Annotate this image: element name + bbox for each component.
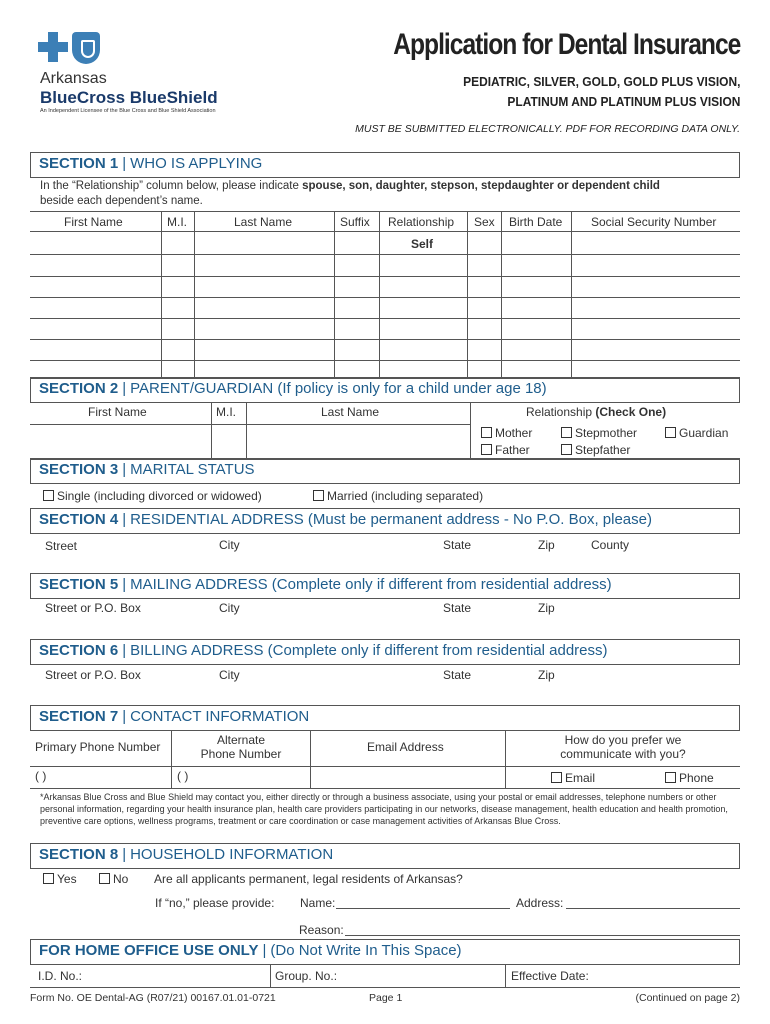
billing-zip-label: Zip xyxy=(538,668,555,682)
logo-brand: BlueCross BlueShield xyxy=(40,88,218,107)
instructions-bold: spouse, son, daughter, stepson, stepdaughter or dependent child xyxy=(302,180,660,192)
applicant-row[interactable] xyxy=(30,319,740,339)
primary-phone-field[interactable]: ( ) xyxy=(35,769,47,783)
checkbox[interactable] xyxy=(561,427,572,438)
name-field[interactable] xyxy=(336,908,510,909)
applicant-row[interactable] xyxy=(30,361,740,378)
residential-city-label: City xyxy=(219,538,240,552)
guardian-mi-label: M.I. xyxy=(216,405,236,419)
form-number: Form No. OE Dental-AG (R07/21) 00167.01.01-0721 xyxy=(30,992,276,1004)
check-one-label: (Check One) xyxy=(595,405,667,419)
col-ssn: Social Security Number xyxy=(591,215,717,229)
col-relationship: Relationship xyxy=(388,215,455,229)
address-label: Address: xyxy=(516,896,564,910)
section-number: SECTION 3 xyxy=(39,461,119,478)
option-yes[interactable] xyxy=(43,872,77,886)
continued-note: (Continued on page 2) xyxy=(635,992,740,1004)
section-title: PARENT/GUARDIAN (If policy is only for a child under age 18) xyxy=(130,380,547,397)
option-label: Father xyxy=(495,443,530,457)
section-6-header: SECTION 6 | BILLING ADDRESS (Complete only if different from residential address) xyxy=(30,639,740,665)
page-subtitle xyxy=(463,72,740,112)
company-logo xyxy=(30,32,230,122)
checkbox[interactable] xyxy=(665,427,676,438)
communication-preference-label xyxy=(506,733,740,761)
section-number: SECTION 2 xyxy=(39,380,119,397)
if-no-label: If “no,” please provide: xyxy=(155,896,275,910)
guardian-first-name-label: First Name xyxy=(88,405,147,419)
section-number: SECTION 6 xyxy=(39,642,119,659)
section-number: SECTION 1 xyxy=(39,155,119,172)
section-4-header: SECTION 4 | RESIDENTIAL ADDRESS (Must be permanent address - No P.O. Box, please) xyxy=(30,508,740,534)
applicant-row[interactable] xyxy=(30,255,740,276)
checkbox[interactable] xyxy=(481,427,492,438)
mailing-street-label: Street or P.O. Box xyxy=(45,601,141,615)
address-field[interactable] xyxy=(566,908,740,909)
blue-shield-icon xyxy=(72,32,100,64)
guardian-last-name-label: Last Name xyxy=(321,405,380,419)
col-sex: Sex xyxy=(474,215,495,229)
logo-state: Arkansas xyxy=(40,70,107,87)
residency-question: Are all applicants permanent, legal residents of Arkansas? xyxy=(154,872,463,886)
section-number: SECTION 8 xyxy=(39,846,119,863)
option-father[interactable] xyxy=(481,443,530,457)
section-number: SECTION 4 xyxy=(39,511,119,528)
guardian-mi-field[interactable] xyxy=(212,425,245,458)
prefer-line-2: communicate with you? xyxy=(560,747,686,761)
relationship-label: Relationship xyxy=(526,405,593,419)
section-number: SECTION 7 xyxy=(39,708,119,725)
effective-date-label: Effective Date: xyxy=(511,969,589,983)
billing-city-label: City xyxy=(219,668,240,682)
section-5-header: SECTION 5 | MAILING ADDRESS (Complete only if different from residential address) xyxy=(30,573,740,599)
option-label: No xyxy=(113,872,129,886)
residential-zip-label: Zip xyxy=(538,538,555,552)
logo-tagline: An Independent Licensee of the Blue Cross and Blue Shield Association xyxy=(40,108,216,114)
option-label: Mother xyxy=(495,426,533,440)
option-label: Stepmother xyxy=(575,426,638,440)
option-label: Guardian xyxy=(679,426,729,440)
subtitle-line-1: PEDIATRIC, SILVER, GOLD, GOLD PLUS VISION, xyxy=(462,74,740,89)
name-label: Name: xyxy=(300,896,336,910)
option-guardian[interactable] xyxy=(665,426,728,440)
section-title: CONTACT INFORMATION xyxy=(130,708,310,725)
checkbox[interactable] xyxy=(43,490,54,501)
checkbox[interactable] xyxy=(313,490,324,501)
col-birth-date: Birth Date xyxy=(509,215,563,229)
residential-county-label: County xyxy=(591,538,630,552)
prefer-line-1: How do you prefer we xyxy=(564,733,682,747)
page-title: Application for Dental Insurance xyxy=(392,28,740,61)
home-office-note: (Do Not Write In This Space) xyxy=(270,942,462,959)
id-no-label: I.D. No.: xyxy=(38,969,83,983)
instructions-line-2: beside each dependent’s name. xyxy=(40,195,203,207)
option-label: Single (including divorced or widowed) xyxy=(57,489,262,503)
alt-phone-line-2: Phone Number xyxy=(200,747,282,761)
mailing-city-label: City xyxy=(219,601,240,615)
guardian-last-name-field[interactable] xyxy=(247,425,469,458)
billing-address-field[interactable] xyxy=(30,684,740,704)
option-stepfather[interactable] xyxy=(561,443,630,457)
applicant-row[interactable] xyxy=(30,277,740,297)
applicant-row[interactable] xyxy=(30,340,740,360)
applicant-row[interactable] xyxy=(30,232,740,254)
primary-phone-label: Primary Phone Number xyxy=(35,740,161,754)
col-suffix: Suffix xyxy=(340,215,370,229)
section-2-header: SECTION 2 | PARENT/GUARDIAN (If policy is only for a child under age 18) xyxy=(30,377,740,403)
col-first-name: First Name xyxy=(64,215,123,229)
submission-notice: MUST BE SUBMITTED ELECTRONICALLY. PDF FOR RECORDING DATA ONLY. xyxy=(355,123,740,135)
alt-phone-field[interactable]: ( ) xyxy=(177,769,189,783)
billing-street-label: Street or P.O. Box xyxy=(45,668,141,682)
section-title: RESIDENTIAL ADDRESS (Must be permanent address - No P.O. Box, please) xyxy=(130,511,652,528)
applicant-row[interactable] xyxy=(30,298,740,318)
email-address-label: Email Address xyxy=(367,740,444,754)
mailing-state-label: State xyxy=(443,601,472,615)
option-label: Email xyxy=(565,771,596,785)
section-title: MARITAL STATUS xyxy=(130,461,255,478)
residential-state-label: State xyxy=(443,538,472,552)
checkbox[interactable] xyxy=(561,444,572,455)
section-1-header: SECTION 1 | WHO IS APPLYING xyxy=(30,152,740,178)
email-address-field[interactable] xyxy=(311,767,504,787)
section-7-header: SECTION 7 | CONTACT INFORMATION xyxy=(30,705,740,731)
option-email[interactable] xyxy=(551,771,595,785)
col-mi: M.I. xyxy=(167,215,187,229)
option-married[interactable] xyxy=(313,489,483,503)
guardian-first-name-field[interactable] xyxy=(30,425,210,458)
option-label: Stepfather xyxy=(575,443,631,457)
subtitle-line-2: PLATINUM AND PLATINUM PLUS VISION xyxy=(506,94,740,109)
guardian-relationship-label xyxy=(526,405,666,419)
section-title: HOUSEHOLD INFORMATION xyxy=(130,846,334,863)
option-no[interactable] xyxy=(99,872,128,886)
section-number: SECTION 5 xyxy=(39,576,119,593)
option-mother[interactable] xyxy=(481,426,532,440)
option-phone[interactable] xyxy=(665,771,714,785)
option-label: Married (including separated) xyxy=(327,489,484,503)
checkbox[interactable] xyxy=(481,444,492,455)
alt-phone-label xyxy=(172,733,310,761)
residential-address-field[interactable] xyxy=(30,555,740,571)
section-title: MAILING ADDRESS (Complete only if different from residential address) xyxy=(130,576,612,593)
instructions-text: In the “Relationship” column below, please indicate xyxy=(40,180,303,192)
alt-phone-line-1: Alternate xyxy=(216,733,266,747)
checkbox[interactable] xyxy=(665,772,676,783)
billing-state-label: State xyxy=(443,668,472,682)
checkbox[interactable] xyxy=(43,873,54,884)
home-office-title: FOR HOME OFFICE USE ONLY xyxy=(39,942,259,959)
section-title: BILLING ADDRESS (Complete only if different from residential address) xyxy=(130,642,608,659)
col-last-name: Last Name xyxy=(234,215,293,229)
residential-street-label: Street xyxy=(45,539,78,553)
option-label: Yes xyxy=(57,872,77,886)
contact-disclaimer: *Arkansas Blue Cross and Blue Shield may contact you, either directly or through a business associate, using your postal or email addresses, telephone numbers or other personal information, regarding your health insurance plan, health care providers participating in our networks, disease management, health education and health promotion, preventive care options, wellness programs, treatment or care coordination or case management activities of Arkansas Blue Cross. xyxy=(40,792,728,826)
section-8-header: SECTION 8 | HOUSEHOLD INFORMATION xyxy=(30,843,740,869)
option-single[interactable] xyxy=(43,489,262,503)
section-title: WHO IS APPLYING xyxy=(130,155,263,172)
mailing-address-field[interactable] xyxy=(30,617,740,637)
reason-field[interactable] xyxy=(345,935,740,936)
option-label: Phone xyxy=(679,771,714,785)
page-number: Page 1 xyxy=(369,992,403,1004)
checkbox[interactable] xyxy=(99,873,110,884)
relationship-self: Self xyxy=(411,237,434,251)
reason-label: Reason: xyxy=(299,923,344,937)
home-office-header: FOR HOME OFFICE USE ONLY | (Do Not Write In This Space) xyxy=(30,939,740,965)
group-no-label: Group. No.: xyxy=(275,969,338,983)
checkbox[interactable] xyxy=(551,772,562,783)
mailing-zip-label: Zip xyxy=(538,601,555,615)
section-1-instructions xyxy=(40,180,660,192)
blue-cross-icon xyxy=(38,32,68,62)
option-stepmother[interactable] xyxy=(561,426,637,440)
section-3-header: SECTION 3 | MARITAL STATUS xyxy=(30,458,740,484)
